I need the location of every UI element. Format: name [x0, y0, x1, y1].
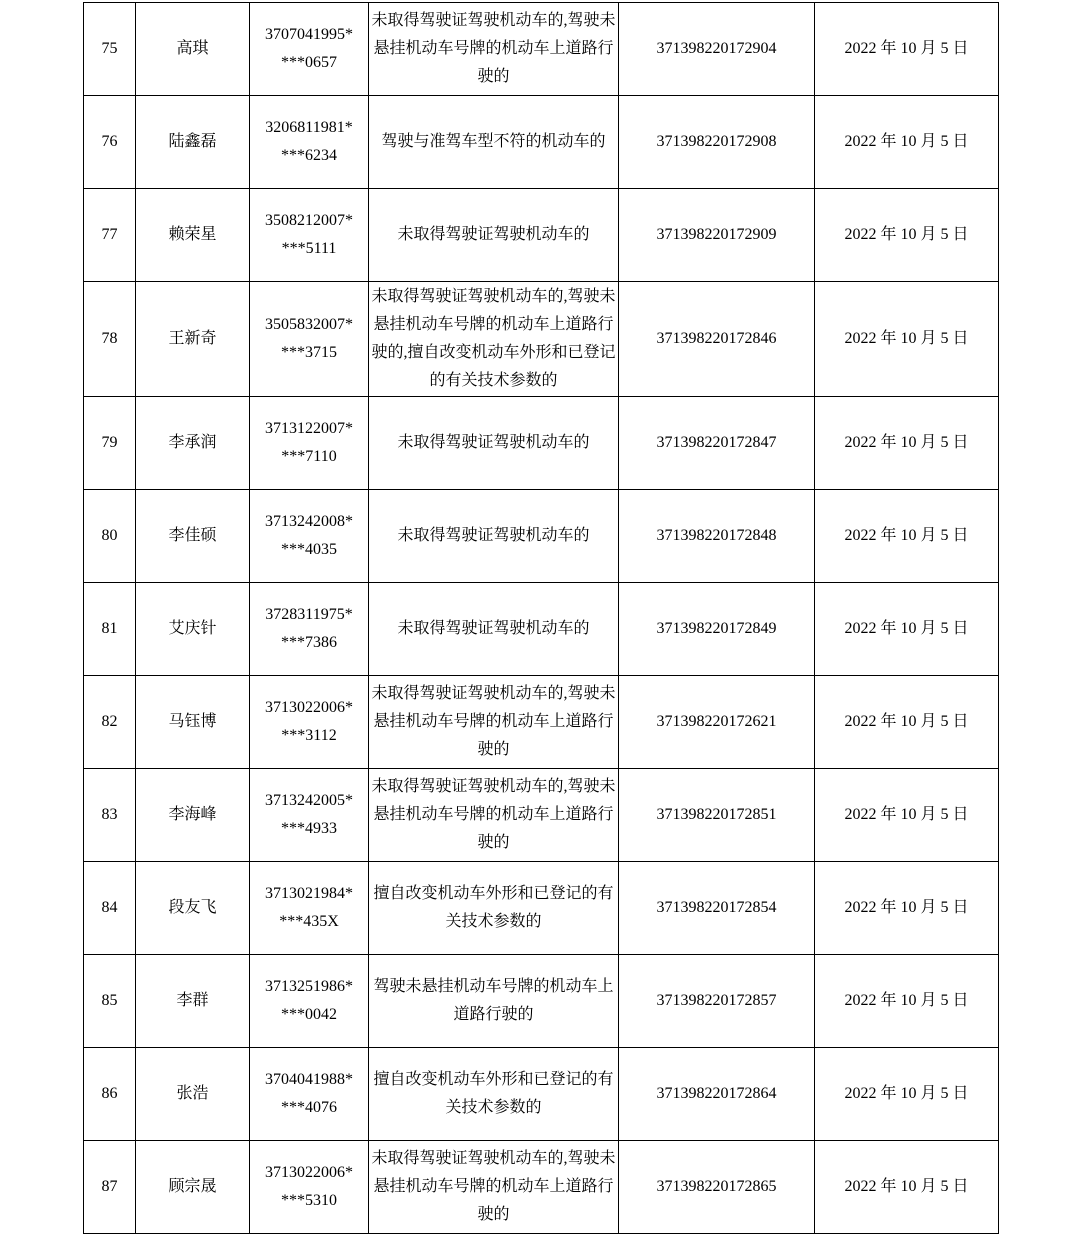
person-name: 李群 — [136, 955, 250, 1048]
id-number-line2: ***5310 — [281, 1192, 337, 1209]
id-number — [250, 3, 369, 96]
id-number-line2: ***7386 — [281, 634, 337, 651]
decision-date: 2022 年 10 月 5 日 — [815, 583, 999, 676]
person-name: 段友飞 — [136, 862, 250, 955]
decision-date: 2022 年 10 月 5 日 — [815, 96, 999, 189]
violation-reason-text: 未取得驾驶证驾驶机动车的,驾驶未悬挂机动车号牌的机动车上道路行驶的 — [371, 1150, 616, 1223]
id-number-line1: 3505832007* — [265, 316, 353, 333]
violation-reason-text: 未取得驾驶证驾驶机动车的,驾驶未悬挂机动车号牌的机动车上道路行驶的,擅自改变机动车外形和已登记的有关技术参数的 — [371, 288, 616, 389]
decision-date: 2022 年 10 月 5 日 — [815, 397, 999, 490]
row-number: 87 — [84, 1141, 136, 1234]
table-row — [84, 282, 999, 397]
table-row — [84, 769, 999, 862]
violation-reason — [369, 862, 619, 955]
document-number: 371398220172908 — [619, 96, 815, 189]
id-number-line2: ***0657 — [281, 54, 337, 71]
person-name: 陆鑫磊 — [136, 96, 250, 189]
decision-date: 2022 年 10 月 5 日 — [815, 769, 999, 862]
table-row — [84, 96, 999, 189]
decision-date: 2022 年 10 月 5 日 — [815, 955, 999, 1048]
table-row — [84, 583, 999, 676]
row-number: 81 — [84, 583, 136, 676]
person-name: 王新奇 — [136, 282, 250, 397]
row-number: 78 — [84, 282, 136, 397]
id-number-line1: 3707041995* — [265, 26, 353, 43]
violation-reason — [369, 769, 619, 862]
decision-date: 2022 年 10 月 5 日 — [815, 490, 999, 583]
records-body — [84, 3, 999, 1234]
id-number — [250, 1141, 369, 1234]
table-row — [84, 676, 999, 769]
row-number: 85 — [84, 955, 136, 1048]
violation-reason-text: 未取得驾驶证驾驶机动车的 — [397, 527, 590, 544]
violation-reason-text: 未取得驾驶证驾驶机动车的,驾驶未悬挂机动车号牌的机动车上道路行驶的 — [371, 778, 616, 851]
row-number: 84 — [84, 862, 136, 955]
violation-reason — [369, 1048, 619, 1141]
person-name: 李承润 — [136, 397, 250, 490]
violation-records-table — [83, 2, 999, 1234]
document-number: 371398220172847 — [619, 397, 815, 490]
table-row — [84, 3, 999, 96]
table-row — [84, 862, 999, 955]
violation-reason-text: 未取得驾驶证驾驶机动车的,驾驶未悬挂机动车号牌的机动车上道路行驶的 — [371, 12, 616, 85]
violation-reason — [369, 3, 619, 96]
table-row — [84, 1141, 999, 1234]
violation-reason-text: 驾驶未悬挂机动车号牌的机动车上道路行驶的 — [373, 978, 614, 1023]
document-number: 371398220172849 — [619, 583, 815, 676]
decision-date: 2022 年 10 月 5 日 — [815, 676, 999, 769]
document-number: 371398220172854 — [619, 862, 815, 955]
id-number-line2: ***5111 — [281, 240, 337, 257]
id-number-line1: 3713242005* — [265, 792, 353, 809]
person-name: 高琪 — [136, 3, 250, 96]
document-number: 371398220172846 — [619, 282, 815, 397]
id-number-line1: 3206811981* — [265, 119, 353, 136]
id-number-line2: ***6234 — [281, 147, 337, 164]
id-number — [250, 490, 369, 583]
decision-date: 2022 年 10 月 5 日 — [815, 3, 999, 96]
id-number-line2: ***3112 — [281, 727, 337, 744]
person-name: 马钰博 — [136, 676, 250, 769]
person-name: 张浩 — [136, 1048, 250, 1141]
violation-reason-text: 未取得驾驶证驾驶机动车的 — [397, 620, 590, 637]
id-number — [250, 1048, 369, 1141]
person-name: 李佳硕 — [136, 490, 250, 583]
id-number-line2: ***4035 — [281, 541, 337, 558]
person-name: 艾庆针 — [136, 583, 250, 676]
table-row — [84, 1048, 999, 1141]
id-number — [250, 397, 369, 490]
id-number-line2: ***0042 — [281, 1006, 337, 1023]
row-number: 79 — [84, 397, 136, 490]
violation-reason-text: 擅自改变机动车外形和已登记的有关技术参数的 — [373, 885, 614, 930]
id-number — [250, 282, 369, 397]
violation-reason-text: 未取得驾驶证驾驶机动车的 — [397, 226, 590, 243]
id-number-line1: 3713021984* — [265, 885, 353, 902]
id-number-line1: 3728311975* — [265, 606, 353, 623]
id-number-line1: 3704041988* — [265, 1071, 353, 1088]
row-number: 75 — [84, 3, 136, 96]
decision-date: 2022 年 10 月 5 日 — [815, 1141, 999, 1234]
id-number — [250, 862, 369, 955]
person-name: 赖荣星 — [136, 189, 250, 282]
violation-reason — [369, 96, 619, 189]
document-number: 371398220172857 — [619, 955, 815, 1048]
table-row — [84, 189, 999, 282]
id-number-line2: ***4933 — [281, 820, 337, 837]
id-number-line2: ***435X — [279, 913, 339, 930]
id-number — [250, 583, 369, 676]
violation-reason — [369, 1141, 619, 1234]
id-number-line1: 3713242008* — [265, 513, 353, 530]
id-number — [250, 96, 369, 189]
decision-date: 2022 年 10 月 5 日 — [815, 1048, 999, 1141]
document-number: 371398220172848 — [619, 490, 815, 583]
document-number: 371398220172851 — [619, 769, 815, 862]
row-number: 83 — [84, 769, 136, 862]
violation-reason-text: 未取得驾驶证驾驶机动车的,驾驶未悬挂机动车号牌的机动车上道路行驶的 — [371, 685, 616, 758]
id-number-line1: 3508212007* — [265, 212, 353, 229]
violation-reason — [369, 282, 619, 397]
decision-date: 2022 年 10 月 5 日 — [815, 862, 999, 955]
violation-reason-text: 驾驶与准驾车型不符的机动车的 — [381, 133, 606, 150]
table-row — [84, 397, 999, 490]
row-number: 80 — [84, 490, 136, 583]
person-name: 顾宗晟 — [136, 1141, 250, 1234]
id-number-line2: ***3715 — [281, 344, 337, 361]
id-number — [250, 769, 369, 862]
id-number — [250, 676, 369, 769]
row-number: 77 — [84, 189, 136, 282]
id-number-line2: ***4076 — [281, 1099, 337, 1116]
id-number-line1: 3713122007* — [265, 420, 353, 437]
document-number: 371398220172864 — [619, 1048, 815, 1141]
table-row — [84, 490, 999, 583]
row-number: 82 — [84, 676, 136, 769]
decision-date: 2022 年 10 月 5 日 — [815, 282, 999, 397]
id-number-line1: 3713022006* — [265, 1164, 353, 1181]
id-number-line1: 3713251986* — [265, 978, 353, 995]
violation-reason-text: 擅自改变机动车外形和已登记的有关技术参数的 — [373, 1071, 614, 1116]
records-sheet — [83, 2, 999, 1234]
violation-reason — [369, 676, 619, 769]
document-number: 371398220172904 — [619, 3, 815, 96]
row-number: 86 — [84, 1048, 136, 1141]
violation-reason-text: 未取得驾驶证驾驶机动车的 — [397, 434, 590, 451]
document-number: 371398220172909 — [619, 189, 815, 282]
id-number-line1: 3713022006* — [265, 699, 353, 716]
document-number: 371398220172621 — [619, 676, 815, 769]
violation-reason — [369, 583, 619, 676]
violation-reason — [369, 490, 619, 583]
person-name: 李海峰 — [136, 769, 250, 862]
id-number — [250, 189, 369, 282]
id-number-line2: ***7110 — [281, 448, 337, 465]
table-row — [84, 955, 999, 1048]
violation-reason — [369, 397, 619, 490]
decision-date: 2022 年 10 月 5 日 — [815, 189, 999, 282]
violation-reason — [369, 955, 619, 1048]
id-number — [250, 955, 369, 1048]
document-number: 371398220172865 — [619, 1141, 815, 1234]
violation-reason — [369, 189, 619, 282]
row-number: 76 — [84, 96, 136, 189]
